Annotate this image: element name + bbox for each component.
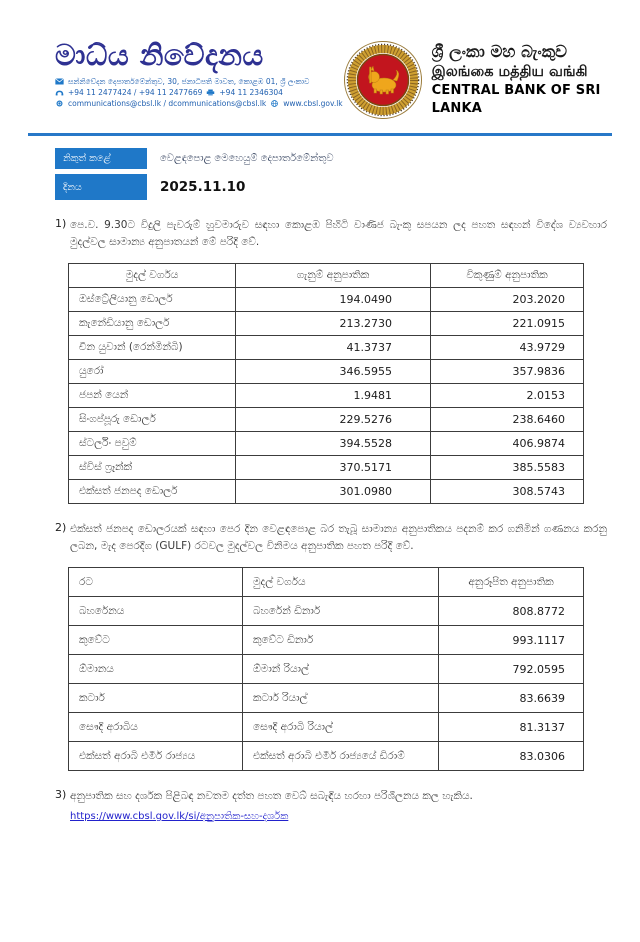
bank-name-sinhala: ශ්‍රී ලංකා මහ බැංකුව: [431, 42, 567, 62]
table-cell: ජපන් යෙන්: [69, 383, 236, 407]
table-row: [69, 684, 584, 713]
table-cell: ස්විස් ෆ්‍රෑන්ක්: [69, 455, 236, 479]
contact-address-line: [55, 76, 343, 87]
table-cell: 993.1117: [439, 626, 584, 655]
table-cell: 370.5171: [236, 455, 431, 479]
table-cell: ඕමානය: [69, 655, 243, 684]
issued-by-value: වෙළඳපොළ මෙහෙයුම් දෙපාර්තමේන්තුව: [160, 153, 334, 164]
table-cell: 308.5743: [431, 479, 584, 503]
table-cell: 203.2020: [431, 287, 584, 311]
header-divider-line: [28, 133, 612, 136]
table-cell: 346.5955: [236, 359, 431, 383]
table-cell: සෞදි අරාබිය: [69, 713, 243, 742]
table-row: [69, 407, 584, 431]
bank-name-block: [432, 42, 612, 118]
exchange-rates-table: [68, 263, 584, 504]
table-cell: 792.0595: [439, 655, 584, 684]
table-row: [69, 455, 584, 479]
contact-block: [55, 76, 343, 109]
contact-phone-line: [55, 87, 343, 98]
section-1-number: 1): [55, 217, 67, 230]
table-cell: සිංගප්පූරු ඩොලර්: [69, 407, 236, 431]
table-cell: ස්ටර්ලිං පවුම්: [69, 431, 236, 455]
table-row: [69, 742, 584, 771]
table-cell: කටාර්: [69, 684, 243, 713]
table-cell: කුවේට ඩිනාර්: [243, 626, 439, 655]
meta-block: [55, 148, 640, 200]
date-value: 2025.11.10: [160, 179, 246, 195]
column-header-selling-rate: විකුණුම් අනුපාතික: [431, 263, 584, 287]
table-row: [69, 713, 584, 742]
table-row: [69, 335, 584, 359]
table-cell: 229.5276: [236, 407, 431, 431]
table-cell: සෞදි අරාබි රියාල්: [243, 713, 439, 742]
envelope-icon: [55, 77, 64, 86]
table-cell: 385.5583: [431, 455, 584, 479]
table-cell: 394.5528: [236, 431, 431, 455]
table-row: [69, 626, 584, 655]
phone-icon: [55, 88, 64, 97]
table-cell: බහරේන් ඩිනාර්: [243, 597, 439, 626]
email-globe-icon: [55, 99, 64, 108]
column-header-currency: මුදල් වර්ගය: [69, 263, 236, 287]
bank-name-english: CENTRAL BANK OF SRI LANKA: [431, 82, 601, 116]
table-cell: 238.6460: [431, 407, 584, 431]
gulf-rates-table: [68, 567, 584, 771]
section-3-body: [70, 788, 607, 825]
section-2: [55, 521, 612, 556]
bank-name-tamil: இலங்கை மத்திய வங்கி: [431, 63, 588, 80]
fax-printer-icon: [206, 88, 215, 97]
header: [55, 40, 612, 120]
contact-website: www.cbsl.gov.lk: [283, 99, 343, 109]
table-cell: කැනේඩියානු ඩොලර්: [69, 311, 236, 335]
section-2-number: 2): [55, 520, 67, 534]
table-cell: යුරෝ: [69, 359, 236, 383]
table-cell: 406.9874: [431, 431, 584, 455]
table-row: [69, 359, 584, 383]
rates-indicators-link[interactable]: https://www.cbsl.gov.lk/si/අනුපාතික-සහ-දර්ශක: [70, 810, 289, 822]
contact-phones: +94 11 2477424 / +94 11 2477669: [68, 88, 203, 98]
issued-by-row: [55, 148, 640, 169]
column-header-buying-rate: ගැනුම් අනුපාතික: [236, 263, 431, 287]
table-row: [69, 431, 584, 455]
table-header-row: [69, 263, 584, 287]
table-cell: කුවේට: [69, 626, 243, 655]
table-row: [69, 479, 584, 503]
table-cell: ඕමාන් රියාල්: [243, 655, 439, 684]
table-cell: ඔස්ට්‍රේලියානු ඩොලර්: [69, 287, 236, 311]
contact-emails: communications@cbsl.lk / dcommunications@cbsl.lk: [68, 99, 267, 109]
table-cell: 221.0915: [431, 311, 584, 335]
masthead: [55, 40, 343, 109]
column-header-country: රට: [69, 568, 243, 597]
table-cell: කටාර් රියාල්: [243, 684, 439, 713]
table-cell: 83.0306: [439, 742, 584, 771]
central-bank-lion-seal-logo: [343, 40, 423, 120]
table-cell: 357.9836: [431, 359, 584, 383]
section-1-text: පෙ.ව. 9.30ට විදුලි පැවරුම් හුවමාරුව සඳහා කොළඹ පිහිටි වාණිජ බැංකු සපයන ලද පහත සඳහන් විදේශ ව්‍යවහාර මුදල්වල සාමාන්‍ය අනුපාතයන් මේ පරිදි වේ.: [70, 219, 607, 249]
issued-by-label: නිකුත් කළේ: [55, 148, 147, 169]
section-1: [55, 217, 612, 252]
table-cell: බහරේනය: [69, 597, 243, 626]
table-cell: 41.3737: [236, 335, 431, 359]
table-cell: එක්සත් අරාබි එමීර් රාජ්‍යයේ ඩිරාම්: [243, 742, 439, 771]
table-row: [69, 287, 584, 311]
bank-brand: [343, 40, 612, 120]
table-cell: 213.2730: [236, 311, 431, 335]
section-3-number: 3): [55, 788, 67, 802]
table-row: [69, 597, 584, 626]
page-title: මාධ්ය නිවේදනය: [55, 38, 264, 72]
date-label: දිනය: [55, 174, 147, 200]
table-cell: චීන යුවාන් (රෙන්මින්බි): [69, 335, 236, 359]
table-header-row: [69, 568, 584, 597]
table-cell: 1.9481: [236, 383, 431, 407]
column-header-currency: මුදල් වර්ගය: [243, 568, 439, 597]
contact-email-line: [55, 98, 343, 109]
table-cell: 301.0980: [236, 479, 431, 503]
date-row: [55, 174, 640, 200]
table-row: [69, 383, 584, 407]
table-cell: එක්සත් අරාබි එමීර් රාජ්‍යය: [69, 742, 243, 771]
table-cell: 43.9729: [431, 335, 584, 359]
table-cell: 194.0490: [236, 287, 431, 311]
table-cell: 2.0153: [431, 383, 584, 407]
table-cell: එක්සත් ජනපද ඩොලර්: [69, 479, 236, 503]
section-2-text: එක්සත් ජනපද ඩොලරයක් සඳහා පෙර දින වෙළඳපොළ බර තැබූ සාමාන්‍ය අනුපාතිකය පදනම් කර ගනිමින් ගණනය කරනු ලබන, මැද පෙරදිග (GULF) රටවල මුදල්වල විනිමය අනුපාතික පහත පරිදි වේ.: [70, 522, 607, 552]
table-row: [69, 655, 584, 684]
table-cell: 808.8772: [439, 597, 584, 626]
globe-icon: [270, 99, 279, 108]
table-cell: 81.3137: [439, 713, 584, 742]
section-3: [55, 788, 612, 825]
contact-address: සන්නිවේදන දෙපාර්තමේන්තුව, 30, ජනාධිපති මාවත, කොළඹ 01, ශ්‍රී ලංකාව: [68, 77, 310, 87]
table-cell: 83.6639: [439, 684, 584, 713]
section-3-text: අනුපාතික සහ දර්ශක පිළිබඳ නවතම දත්ත පහත වෙබ් සබැඳිය හරහා පරිශීලනය කල හැකිය.: [70, 790, 473, 803]
table-row: [69, 311, 584, 335]
column-header-corresponding-rate: අනුරූපිත අනුපාතික: [439, 568, 584, 597]
contact-fax: +94 11 2346304: [219, 88, 283, 98]
